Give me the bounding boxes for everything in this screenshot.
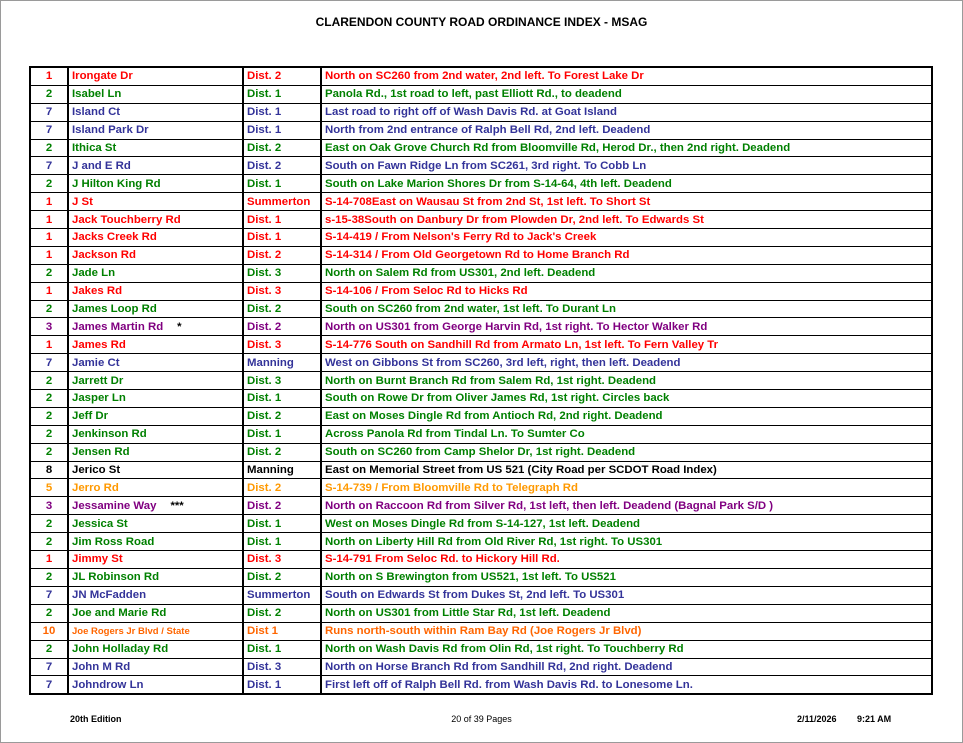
row-number: 2 <box>30 515 68 533</box>
district: Dist. 1 <box>243 121 321 139</box>
table-row <box>30 443 932 461</box>
table-row <box>30 211 932 229</box>
district: Dist. 2 <box>243 300 321 318</box>
road-name-text: Jarrett Dr <box>72 374 124 387</box>
row-number: 2 <box>30 390 68 408</box>
row-number: 7 <box>30 586 68 604</box>
road-name-text: Jessica St <box>72 517 128 530</box>
district: Dist. 1 <box>243 85 321 103</box>
table-row <box>30 157 932 175</box>
district: Dist. 1 <box>243 640 321 658</box>
table-row <box>30 85 932 103</box>
row-number: 2 <box>30 300 68 318</box>
road-description: First left off of Ralph Bell Rd. from Wash Davis Rd. to Lonesome Ln. <box>321 676 932 694</box>
table-row <box>30 461 932 479</box>
table-row <box>30 282 932 300</box>
road-name-text: JL Robinson Rd <box>72 571 160 584</box>
road-name <box>68 121 243 139</box>
road-name-text: Jimmy St <box>72 553 123 566</box>
row-number: 2 <box>30 604 68 622</box>
row-number: 1 <box>30 336 68 354</box>
road-name-text: Jim Ross Road <box>72 535 155 548</box>
table-row <box>30 515 932 533</box>
district: Summerton <box>243 193 321 211</box>
district: Dist. 1 <box>243 676 321 694</box>
road-description: East on Moses Dingle Rd from Antioch Rd, 2nd right. Deadend <box>321 407 932 425</box>
road-name <box>68 103 243 121</box>
road-name <box>68 157 243 175</box>
road-marker: *** <box>170 499 184 512</box>
road-name <box>68 676 243 694</box>
road-name <box>68 282 243 300</box>
table-row <box>30 407 932 425</box>
road-name-text: John Holladay Rd <box>72 643 169 656</box>
road-name <box>68 479 243 497</box>
road-name <box>68 264 243 282</box>
road-name <box>68 372 243 390</box>
table-row <box>30 622 932 640</box>
print-time: 9:21 AM <box>857 714 892 724</box>
table-row <box>30 354 932 372</box>
road-name-text: Jakes Rd <box>72 285 123 298</box>
road-description: S-14-419 / From Nelson's Ferry Rd to Jack's Creek <box>321 229 932 247</box>
road-name <box>68 300 243 318</box>
table-row <box>30 175 932 193</box>
edition-label: 20th Edition <box>70 714 122 724</box>
road-name <box>68 229 243 247</box>
table-row <box>30 318 932 336</box>
table-row <box>30 121 932 139</box>
row-number: 7 <box>30 103 68 121</box>
road-name <box>68 425 243 443</box>
road-description: South on Fawn Ridge Ln from SC261, 3rd right. To Cobb Ln <box>321 157 932 175</box>
road-description: North on US301 from Little Star Rd, 1st left. Deadend <box>321 604 932 622</box>
road-name-text: Jasper Ln <box>72 392 126 405</box>
road-name <box>68 407 243 425</box>
table-row <box>30 533 932 551</box>
row-number: 1 <box>30 229 68 247</box>
road-description: West on Moses Dingle Rd from S-14-127, 1st left. Deadend <box>321 515 932 533</box>
road-description: S-14-314 / From Old Georgetown Rd to Home Branch Rd <box>321 246 932 264</box>
table-row <box>30 390 932 408</box>
row-number: 2 <box>30 533 68 551</box>
road-name <box>68 497 243 515</box>
road-description: South on Rowe Dr from Oliver James Rd, 1st right. Circles back <box>321 390 932 408</box>
district: Dist. 3 <box>243 336 321 354</box>
road-name <box>68 551 243 569</box>
road-name-text: Jacks Creek Rd <box>72 231 157 244</box>
road-name-text: Jenkinson Rd <box>72 428 147 441</box>
table-row <box>30 586 932 604</box>
road-description: South on Edwards St from Dukes St, 2nd left. To US301 <box>321 586 932 604</box>
road-name <box>68 658 243 676</box>
row-number: 1 <box>30 282 68 300</box>
road-description: s-15-38South on Danbury Dr from Plowden Dr, 2nd left. To Edwards St <box>321 211 932 229</box>
road-name-text: Johndrow Ln <box>72 678 144 691</box>
road-description: West on Gibbons St from SC260, 3rd left, right, then left. Deadend <box>321 354 932 372</box>
road-name-text: John M Rd <box>72 660 131 673</box>
row-number: 7 <box>30 121 68 139</box>
road-description: North on Salem Rd from US301, 2nd left. Deadend <box>321 264 932 282</box>
table-row <box>30 229 932 247</box>
row-number: 2 <box>30 175 68 193</box>
road-description: North from 2nd entrance of Ralph Bell Rd, 2nd left. Deadend <box>321 121 932 139</box>
row-number: 3 <box>30 497 68 515</box>
road-name-text: Joe and Marie Rd <box>72 607 167 620</box>
road-name <box>68 318 243 336</box>
table-row <box>30 103 932 121</box>
road-name-text: James Rd <box>72 338 126 351</box>
road-name <box>68 568 243 586</box>
row-number: 7 <box>30 658 68 676</box>
district: Dist. 1 <box>243 103 321 121</box>
district: Dist. 2 <box>243 604 321 622</box>
road-description: S-14-791 From Seloc Rd. to Hickory Hill Rd. <box>321 551 932 569</box>
road-description: North on Burnt Branch Rd from Salem Rd, 1st right. Deadend <box>321 372 932 390</box>
road-index-table <box>29 66 933 695</box>
road-description: South on SC260 from 2nd water, 1st left. To Durant Ln <box>321 300 932 318</box>
district: Dist. 1 <box>243 533 321 551</box>
district: Dist 1 <box>243 622 321 640</box>
table-row <box>30 139 932 157</box>
road-description: East on Oak Grove Church Rd from Bloomville Rd, Herod Dr., then 2nd right. Deadend <box>321 139 932 157</box>
district: Dist. 2 <box>243 497 321 515</box>
table-row <box>30 67 932 85</box>
row-number: 7 <box>30 676 68 694</box>
road-description: Runs north-south within Ram Bay Rd (Joe Rogers Jr Blvd) <box>321 622 932 640</box>
table-row <box>30 479 932 497</box>
row-number: 1 <box>30 193 68 211</box>
page-title: CLARENDON COUNTY ROAD ORDINANCE INDEX - MSAG <box>315 15 648 29</box>
road-name-text: Irongate Dr <box>72 70 133 83</box>
table-row <box>30 604 932 622</box>
road-name-text: Jessamine Way <box>72 499 157 512</box>
district: Dist. 2 <box>243 157 321 175</box>
road-name-text: Jamie Ct <box>72 356 120 369</box>
road-description: S-14-708East on Wausau St from 2nd St, 1st left. To Short St <box>321 193 932 211</box>
table-row <box>30 264 932 282</box>
road-name <box>68 175 243 193</box>
road-description: South on Lake Marion Shores Dr from S-14-64, 4th left. Deadend <box>321 175 932 193</box>
row-number: 2 <box>30 568 68 586</box>
table-row <box>30 497 932 515</box>
road-description: South on SC260 from Camp Shelor Dr, 1st right. Deadend <box>321 443 932 461</box>
table-row <box>30 551 932 569</box>
district: Dist. 1 <box>243 175 321 193</box>
road-description: North on Raccoon Rd from Silver Rd, 1st left, then left. Deadend (Bagnal Park S/D ) <box>321 497 932 515</box>
district: Dist. 3 <box>243 264 321 282</box>
district: Dist. 1 <box>243 211 321 229</box>
district: Dist. 2 <box>243 246 321 264</box>
table-row <box>30 676 932 694</box>
road-name <box>68 461 243 479</box>
district: Dist. 2 <box>243 139 321 157</box>
road-description: North on US301 from George Harvin Rd, 1st right. To Hector Walker Rd <box>321 318 932 336</box>
road-name <box>68 354 243 372</box>
road-name-text: J St <box>72 195 93 208</box>
road-name <box>68 533 243 551</box>
district: Dist. 1 <box>243 515 321 533</box>
district: Dist. 2 <box>243 407 321 425</box>
road-description: S-14-776 South on Sandhill Rd from Armato Ln, 1st left. To Fern Valley Tr <box>321 336 932 354</box>
print-date: 2/11/2026 <box>797 714 837 724</box>
road-name <box>68 443 243 461</box>
road-name <box>68 211 243 229</box>
road-name <box>68 515 243 533</box>
page-count: 20 of 39 Pages <box>451 714 512 724</box>
row-number: 5 <box>30 479 68 497</box>
road-name <box>68 193 243 211</box>
road-description: North on Wash Davis Rd from Olin Rd, 1st right. To Touchberry Rd <box>321 640 932 658</box>
row-number: 2 <box>30 264 68 282</box>
road-description: North on SC260 from 2nd water, 2nd left. To Forest Lake Dr <box>321 67 932 85</box>
district: Dist. 2 <box>243 67 321 85</box>
road-description: Across Panola Rd from Tindal Ln. To Sumter Co <box>321 425 932 443</box>
road-name-text: James Martin Rd <box>72 320 164 333</box>
road-index-rows <box>30 67 932 694</box>
row-number: 2 <box>30 372 68 390</box>
district: Manning <box>243 354 321 372</box>
row-number: 2 <box>30 407 68 425</box>
district: Dist. 2 <box>243 568 321 586</box>
road-description: North on S Brewington from US521, 1st left. To US521 <box>321 568 932 586</box>
row-number: 1 <box>30 211 68 229</box>
row-number: 3 <box>30 318 68 336</box>
road-description: S-14-739 / From Bloomville Rd to Telegraph Rd <box>321 479 932 497</box>
road-name-text: Jack Touchberry Rd <box>72 213 181 226</box>
table-row <box>30 658 932 676</box>
road-name-text: Island Park Dr <box>72 124 149 137</box>
road-description: North on Horse Branch Rd from Sandhill Rd, 2nd right. Deadend <box>321 658 932 676</box>
road-name <box>68 85 243 103</box>
road-name-text: Isabel Ln <box>72 88 122 101</box>
road-name-text: Jeff Dr <box>72 410 109 423</box>
row-number: 2 <box>30 443 68 461</box>
road-name-text: J Hilton King Rd <box>72 177 161 190</box>
district: Dist. 3 <box>243 372 321 390</box>
table-row <box>30 568 932 586</box>
road-description: Last road to right off of Wash Davis Rd. at Goat Island <box>321 103 932 121</box>
road-name <box>68 246 243 264</box>
row-number: 1 <box>30 246 68 264</box>
road-marker: * <box>177 320 182 333</box>
road-name-text: Joe Rogers Jr Blvd / State <box>72 625 190 637</box>
road-name <box>68 622 243 640</box>
road-name-text: James Loop Rd <box>72 303 157 316</box>
district: Dist. 1 <box>243 229 321 247</box>
row-number: 10 <box>30 622 68 640</box>
road-name-text: JN McFadden <box>72 589 147 602</box>
road-name <box>68 586 243 604</box>
row-number: 7 <box>30 354 68 372</box>
table-row <box>30 300 932 318</box>
district: Dist. 1 <box>243 425 321 443</box>
row-number: 2 <box>30 425 68 443</box>
road-description: North on Liberty Hill Rd from Old River Rd, 1st right. To US301 <box>321 533 932 551</box>
road-name-text: Jensen Rd <box>72 446 130 459</box>
row-number: 1 <box>30 551 68 569</box>
road-name <box>68 336 243 354</box>
road-name-text: Jackson Rd <box>72 249 136 262</box>
row-number: 1 <box>30 67 68 85</box>
row-number: 2 <box>30 640 68 658</box>
road-name-text: Ithica St <box>72 142 117 154</box>
district: Summerton <box>243 586 321 604</box>
road-name-text: Island Ct <box>72 106 121 119</box>
road-description: Panola Rd., 1st road to left, past Elliott Rd., to deadend <box>321 85 932 103</box>
road-name <box>68 139 243 157</box>
road-description: S-14-106 / From Seloc Rd to Hicks Rd <box>321 282 932 300</box>
road-name <box>68 640 243 658</box>
table-row <box>30 336 932 354</box>
district: Dist. 3 <box>243 282 321 300</box>
road-name-text: Jerico St <box>72 464 121 477</box>
district: Dist. 1 <box>243 390 321 408</box>
row-number: 8 <box>30 461 68 479</box>
road-name-text: Jerro Rd <box>72 481 119 494</box>
table-row <box>30 193 932 211</box>
district: Manning <box>243 461 321 479</box>
row-number: 7 <box>30 157 68 175</box>
table-row <box>30 640 932 658</box>
road-name <box>68 390 243 408</box>
district: Dist. 2 <box>243 479 321 497</box>
road-description: East on Memorial Street from US 521 (City Road per SCDOT Road Index) <box>321 461 932 479</box>
road-name-text: J and E Rd <box>72 159 131 172</box>
row-number: 2 <box>30 85 68 103</box>
row-number: 2 <box>30 139 68 157</box>
district: Dist. 2 <box>243 443 321 461</box>
district: Dist. 3 <box>243 658 321 676</box>
table-row <box>30 372 932 390</box>
road-name <box>68 67 243 85</box>
district: Dist. 2 <box>243 318 321 336</box>
road-name <box>68 604 243 622</box>
road-name-text: Jade Ln <box>72 267 116 280</box>
district: Dist. 3 <box>243 551 321 569</box>
table-row <box>30 425 932 443</box>
table-row <box>30 246 932 264</box>
